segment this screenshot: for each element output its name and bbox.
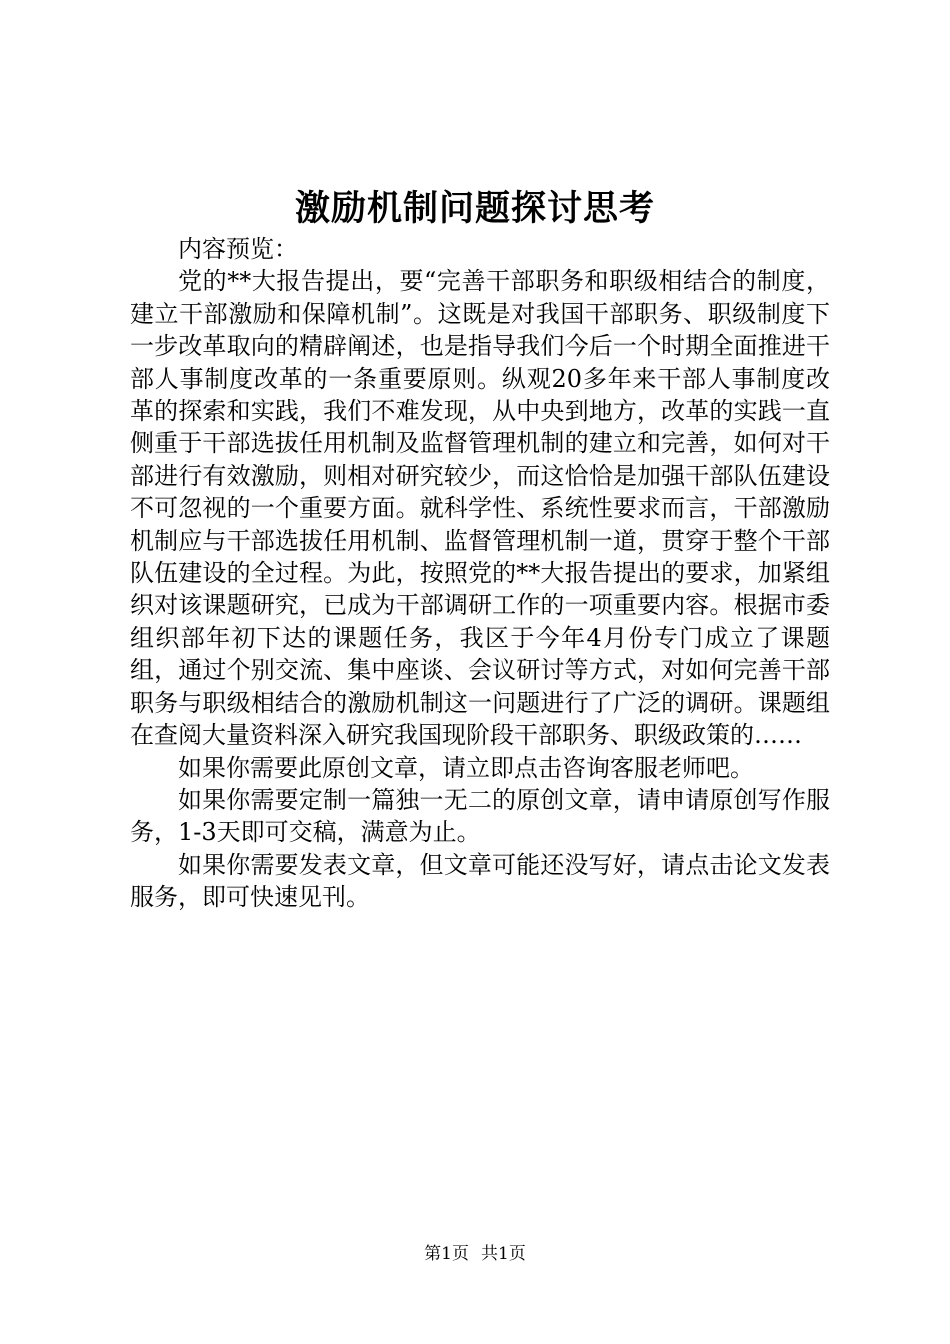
main-paragraph: 党的**大报告提出，要“完善干部职务和职级相结合的制度，建立干部激励和保障机制”。这既是对我国干部职务、职级制度下一步改革取向的精辟阐述，也是指导我们今后一个时期全面推进干部人事制度改革的一条重要原则。纵观20多年来干部人事制度改革的探索和实践，我们不难发现，从中央到地方，改革的实践一直侧重于干部选拔任用机制及监督管理机制的建立和完善，如何对干部进行有效激励，则相对研究较少，而这恰恰是加强干部队伍建设不可忽视的一个重要方面。就科学性、系统性要求而言，干部激励机制应与干部选拔任用机制、监督管理机制一道，贯穿于整个干部队伍建设的全过程。为此，按照党的**大报告提出的要求，加紧组织对该课题研究，已成为干部调研工作的一项重要内容。根据市委组织部年初下达的课题任务，我区于今年4月份专门成立了课题组，通过个别交流、集中座谈、会议研讨等方式，对如何完善干部职务与职级相结合的激励机制这一问题进行了广泛的调研。课题组在查阅大量资料深入研究我国现阶段干部职务、职级政策的…… <box>130 267 830 750</box>
custom-writing-paragraph: 如果你需要定制一篇独一无二的原创文章，请申请原创写作服务，1-3天即可交稿，满意为止。 <box>130 785 830 847</box>
page-number: 第1页 <box>424 1244 469 1264</box>
consult-paragraph: 如果你需要此原创文章，请立即点击咨询客服老师吧。 <box>178 753 754 782</box>
page-total: 共1页 <box>481 1244 526 1264</box>
document-body <box>130 233 830 914</box>
document-title: 激励机制问题探讨思考 <box>294 188 655 229</box>
publish-paragraph: 如果你需要发表文章，但文章可能还没写好，请点击论文发表服务，即可快速见刊。 <box>130 850 830 912</box>
page-footer <box>0 1242 950 1266</box>
preview-label: 内容预览： <box>178 235 298 263</box>
